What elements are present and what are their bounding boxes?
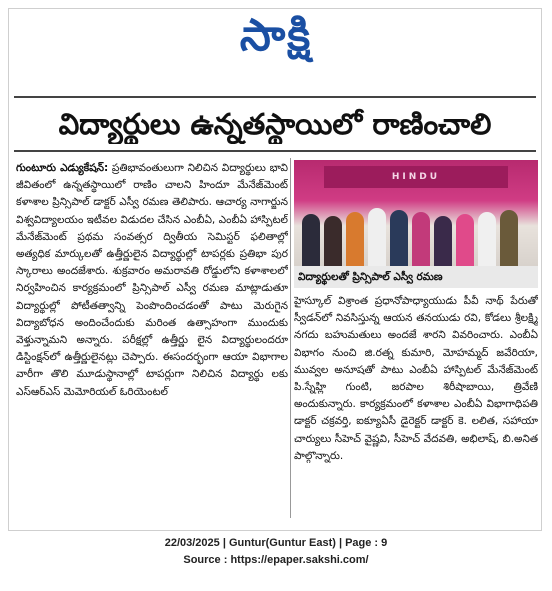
article-photo: [294, 160, 538, 266]
photo-person: [324, 216, 342, 266]
source-link[interactable]: Source : https://epaper.sakshi.com/: [183, 554, 369, 566]
article-body-left: [16, 160, 288, 516]
edition-info: 22/03/2025 | Guntur(Guntur East) | Page : 9: [164, 537, 388, 549]
photo-banner: HINDU: [324, 166, 508, 188]
headline-rule: [14, 150, 536, 152]
dateline: గుంటూరు ఎడ్యుకేషన్:: [16, 162, 109, 174]
photo-person: [302, 214, 320, 266]
photo-person: [434, 216, 452, 266]
photo-person: [390, 210, 408, 266]
photo-caption: విద్యార్థులతో ప్రిన్సిపాల్ ఎస్వీ రమణ: [294, 266, 538, 288]
photo-person: [368, 208, 386, 266]
article-body-right: హైస్కూల్ విశ్రాంత ప్రధానోపాధ్యాయుడు పీవీ నాథ్ పేరుతో స్వీడన్‌లో నివసిస్తున్న ఆయన తనయుడు రవి, కోడలు శ్రీలక్ష్మి నగదు బహుమతులు అందజే శారని వివరించారు. ఎంబీఏ విభాగం నుంచి జి.రత్న కుమారి, మోహమ్మద్ జవేరియా, మువ్వల అనూషతో పాటు ఎంబీఏ హాస్పిటల్ మేనేజ్‌మెంట్ పి.స్నేహ్లి గుంటి, జరపాల శిరీషాబాయి, త్రివేణి అందుకున్నారు. కార్యక్రమంలో కళాశాల ఎంబీఏ విభాగాధిపతి డాక్టర్ చక్రవర్తి, ఐక్యూఏసీ డైరెక్టర్ డాక్టర్ కె. లలిత, సహాయా చార్యులు సీహెచ్ వైష్ణవి, సీహెచ్ వేదవతి, అభిలాష్, బి.అనిత పాల్గొన్నారు.: [294, 295, 538, 462]
photo-person: [346, 212, 364, 266]
photo-person: [478, 212, 496, 266]
photo-person: [412, 212, 430, 266]
top-rule: [14, 96, 536, 98]
column-divider: [290, 158, 291, 518]
photo-person: [500, 210, 518, 266]
body-text-left: ప్రతిభావంతులుగా నిలిచిన విద్యార్థులు భావి జీవితంలో ఉన్నతస్థాయిలో రాణిం చాలని హిందూ మేనేజ్‌మెంట్ కళాశాల ప్రిన్సిపాల్ డాక్టర్ ఎస్వీ రమణ తెలిపారు. ఆచార్య నాగార్జున విశ్వవిద్యాలయం ఇటీవల విడుదల చేసిన ఎంబీఏ, ఎంబీఏ హాస్పిటల్ మేనేజ్‌మెంట్ ప్రథమ సంవత్సర ద్వితీయ సెమిస్టర్ ఫలితాల్లో అత్యధిక మార్కులతో ఉత్తీర్ణులైన విద్యార్థుల్లో టాపర్లకు ప్రతిభా పుర స్కారాలు అందజేశారు. శుక్రవారం అమరావతి రోడ్డులోని కళాశాలలో నిర్వహించిన కార్యక్రమంలో ప్రిన్సిపాల్ ఎస్వీ రమణ మాట్లాడుతూ విద్యార్థుల్లో పోటీతత్వాన్ని పెంపొందించడంతో పాటు మెరుగైన విద్యాబోధన అందించేందుకు మరింత ఉత్సాహంగా ముందుకు వెళ్తున్నామని అన్నారు. పరీక్షల్లో ఉత్తీర్ణు లైన విద్యార్థులందరూ డిస్టింక్షన్‌లో ఉత్తీర్ణులైనట్లు చెప్పారు. ఈసందర్భంగా ఆయా విభాగాల వారీగా తొలి మూడుస్థానాల్లో టాపర్లుగా నిలిచిన విద్యార్థు లకు ఎస్‌ఆర్‌ఎస్ మెమోరియల్ ఓరియెంటల్: [16, 162, 288, 398]
article-headline: విద్యార్థులు ఉన్నతస్థాయిలో రాణించాలి: [58, 107, 492, 141]
photo-person: [456, 214, 474, 266]
newspaper-logo: సాక్షి: [239, 10, 313, 61]
